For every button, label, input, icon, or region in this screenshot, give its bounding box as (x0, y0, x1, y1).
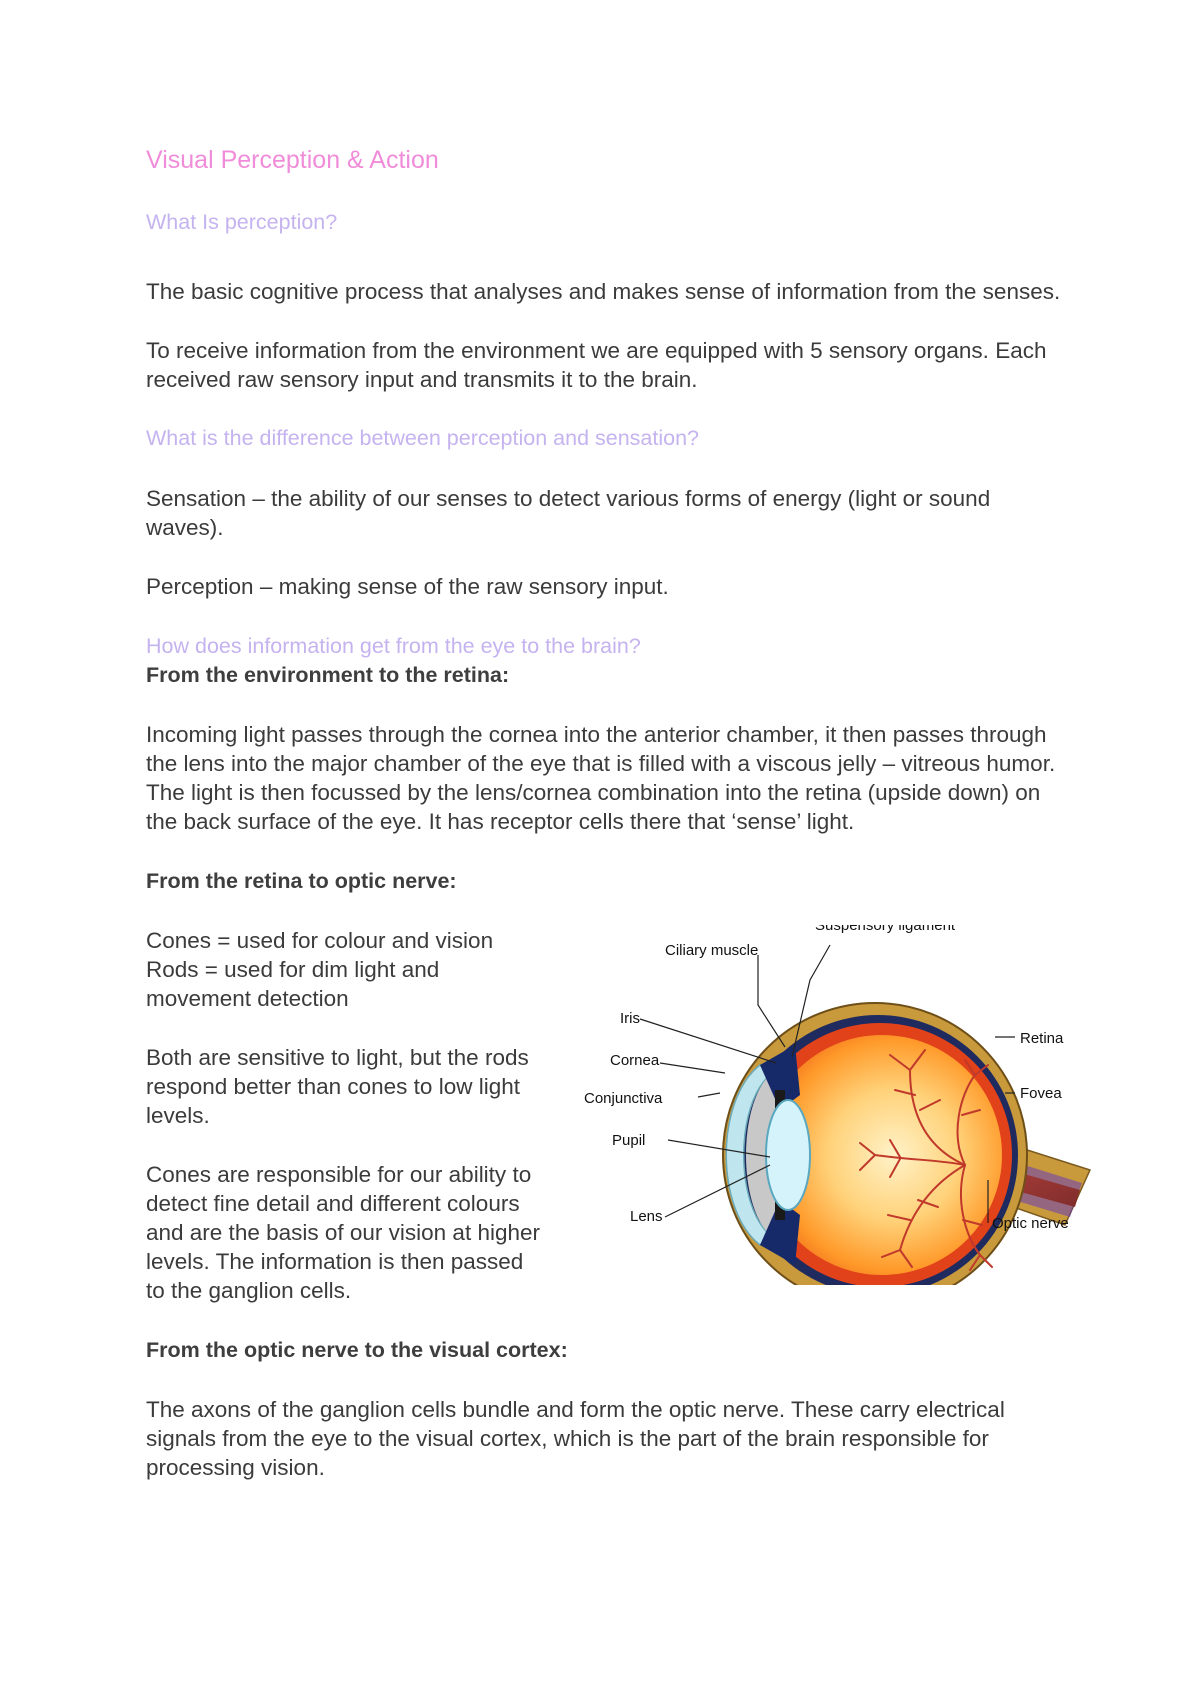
lens (766, 1100, 810, 1210)
paragraph-cones-detail-line1: Cones are responsible for our ability to (146, 1162, 532, 1187)
eye-diagram-svg (580, 925, 1120, 1285)
paragraph-light-line2: the lens into the major chamber of the eye that is filled with a viscous jelly – vitreous humor. (146, 751, 1056, 776)
paragraph-perception: Perception – making sense of the raw sensory input. (146, 574, 669, 599)
label-ciliary-muscle: Ciliary muscle (665, 942, 759, 959)
paragraph-cones-rods-line3: movement detection (146, 986, 349, 1011)
paragraph-sensory-organs-line2: received raw sensory input and transmits it to the brain. (146, 367, 698, 392)
paragraph-axons-line3: processing vision. (146, 1455, 325, 1480)
paragraph-axons-line2: signals from the eye to the visual cortex, which is the part of the brain responsible for (146, 1426, 989, 1451)
question-difference: What is the difference between perception and sensation? (146, 426, 699, 450)
paragraph-sensitive-line2: respond better than cones to low light (146, 1074, 520, 1099)
paragraph-cones-detail-line4: levels. The information is then passed (146, 1249, 524, 1274)
heading-optic-nerve-to-cortex: From the optic nerve to the visual cortex: (146, 1338, 568, 1362)
paragraph-definition: The basic cognitive process that analyses and makes sense of information from the senses. (146, 279, 1061, 304)
heading-retina-to-optic-nerve: From the retina to optic nerve: (146, 869, 457, 893)
label-retina: Retina (1020, 1030, 1064, 1047)
paragraph-cones-rods-line1: Cones = used for colour and vision (146, 928, 494, 953)
question-eye-to-brain: How does information get from the eye to the brain? (146, 634, 641, 658)
paragraph-cones-detail-line3: and are the basis of our vision at higher (146, 1220, 540, 1245)
label-fovea: Fovea (1020, 1085, 1062, 1102)
label-cornea: Cornea (610, 1052, 660, 1069)
heading-environment-to-retina: From the environment to the retina: (146, 663, 510, 687)
question-what-is-perception: What Is perception? (146, 210, 338, 234)
paragraph-light-line3: The light is then focussed by the lens/cornea combination into the retina (upside down) on (146, 780, 1041, 805)
paragraph-sensitive-line1: Both are sensitive to light, but the rods (146, 1045, 529, 1070)
label-lens: Lens (630, 1208, 663, 1225)
paragraph-sensitive-line3: levels. (146, 1103, 210, 1128)
label-iris: Iris (620, 1010, 640, 1027)
document-title: Visual Perception & Action (146, 146, 439, 174)
paragraph-sensation-line1: Sensation – the ability of our senses to detect various forms of energy (light or sound (146, 486, 991, 511)
label-suspensory-ligament: Suspensory ligament (815, 925, 956, 934)
paragraph-light-line1: Incoming light passes through the cornea into the anterior chamber, it then passes through (146, 722, 1047, 747)
label-pupil: Pupil (612, 1132, 646, 1149)
paragraph-cones-detail-line5: to the ganglion cells. (146, 1278, 352, 1303)
paragraph-sensation-line2: waves). (146, 515, 224, 540)
paragraph-cones-rods-line2: Rods = used for dim light and (146, 957, 440, 982)
label-optic-nerve: Optic nerve (992, 1215, 1069, 1232)
paragraph-cones-detail-line2: detect fine detail and different colours (146, 1191, 520, 1216)
paragraph-sensory-organs-line1: To receive information from the environment we are equipped with 5 sensory organs. Each (146, 338, 1047, 363)
eye-anatomy-diagram (580, 925, 1120, 1285)
paragraph-light-line4: the back surface of the eye. It has receptor cells there that ‘sense’ light. (146, 809, 855, 834)
label-conjunctiva: Conjunctiva (584, 1090, 663, 1107)
paragraph-axons-line1: The axons of the ganglion cells bundle and form the optic nerve. These carry electrical (146, 1397, 1005, 1422)
